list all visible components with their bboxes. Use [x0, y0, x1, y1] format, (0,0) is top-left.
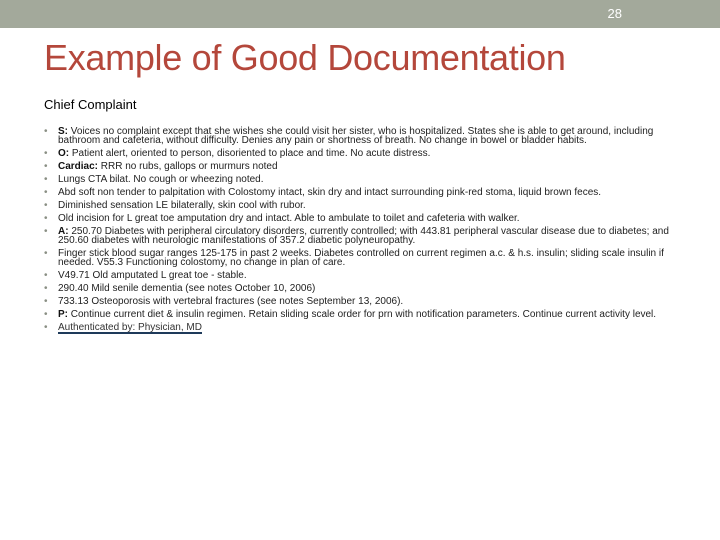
bullet-text: Finger stick blood sugar ranges 125-175 in past 2 weeks. Diabetes controlled on current regimen a.c. & h.s. insulin; sliding scale insulin if needed. V55.3 Functioning colostomy, no change in plan of care. [58, 248, 664, 268]
bullet-text: 250.70 Diabetes with peripheral circulatory disorders, currently controlled; with 443.81 peripheral vascular disease due to diabetes; and 250.60 diabetes with neurologic manifestations of 357.2 diabetic polyneuropathy. [58, 226, 669, 246]
bullet-cardiac [44, 162, 674, 171]
bullet-text: V49.71 Old amputated L great toe - stable. [58, 270, 247, 281]
bullet-subjective [44, 127, 674, 145]
top-bar [0, 0, 720, 28]
bullet-abdomen [44, 188, 674, 197]
bullet-text: Voices no complaint except that she wishes she could visit her sister, who is hospitalized. States she is able to get around, including bathroom and cafeteria, without difficulty. Denies any pain or shortness of breath. No change in bowel or bladder habits. [58, 126, 654, 146]
bullet-assessment [44, 227, 674, 245]
bullet-signature [44, 323, 674, 334]
bullet-text: Patient alert, oriented to person, disoriented to place and time. No acute distress. [69, 148, 431, 159]
bullet-text: 290.40 Mild senile dementia (see notes October 10, 2006) [58, 283, 316, 294]
bullet-text: Lungs CTA bilat. No cough or wheezing noted. [58, 174, 264, 185]
bullet-objective [44, 149, 674, 158]
bullet-incision [44, 214, 674, 223]
bullet-lungs [44, 175, 674, 184]
bullet-tag: Cardiac: [58, 161, 99, 172]
bullet-plan [44, 310, 674, 319]
bullet-amputation [44, 271, 674, 280]
bullet-text: 733.13 Osteoporosis with vertebral fractures (see notes September 13, 2006). [58, 296, 404, 307]
bullet-tag: P: [58, 309, 68, 320]
bullet-tag: S: [58, 126, 68, 137]
slide-number: 28 [607, 6, 622, 21]
bullet-tag: O: [58, 148, 70, 159]
bullet-text: Diminished sensation LE bilaterally, skin cool with rubor. [58, 200, 306, 211]
slide-subtitle: Chief Complaint [44, 97, 137, 112]
documentation-list [44, 127, 674, 338]
bullet-blood-sugar [44, 249, 674, 267]
slide-title: Example of Good Documentation [44, 37, 566, 78]
authentication-signature: Authenticated by: Physician, MD [58, 322, 202, 333]
bullet-text: Continue current diet & insulin regimen. Retain sliding scale order for prn with notification parameters. Continue current activity level. [68, 309, 657, 320]
bullet-osteoporosis [44, 297, 674, 306]
bullet-text: RRR no rubs, gallops or murmurs noted [98, 161, 278, 172]
bullet-text: Old incision for L great toe amputation dry and intact. Able to ambulate to toilet and cafeteria with walker. [58, 213, 520, 224]
bullet-dementia [44, 284, 674, 293]
bullet-sensation [44, 201, 674, 210]
bullet-text: Abd soft non tender to palpitation with Colostomy intact, skin dry and intact surrounding pink-red stoma, liquid brown feces. [58, 187, 602, 198]
bullet-tag: A: [58, 226, 69, 237]
